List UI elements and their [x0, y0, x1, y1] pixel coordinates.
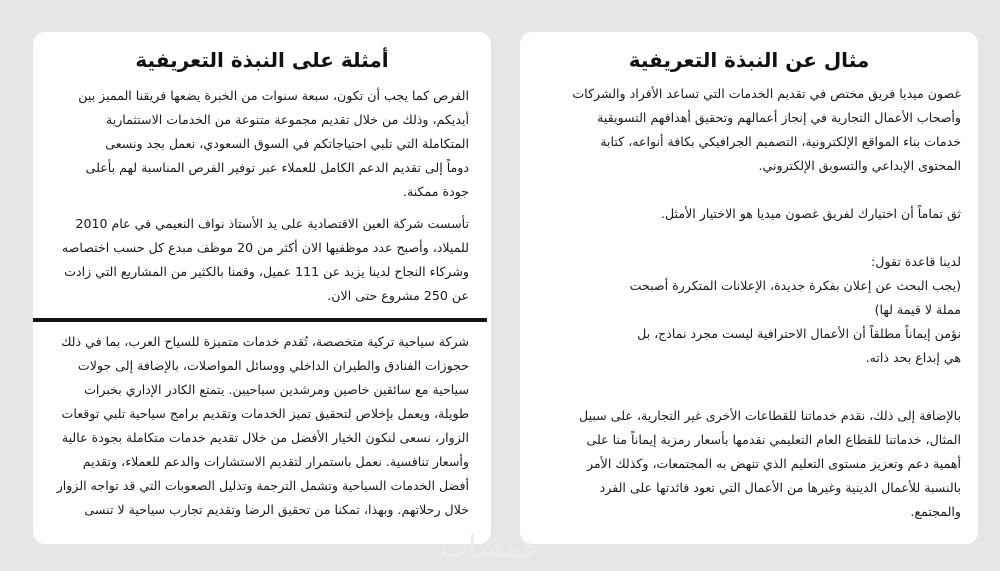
text-line: ثق تماماً أن اختيارك لفريق غصون ميديا هو الاختيار الأمثل. [661, 206, 961, 221]
intro-paragraph [540, 82, 961, 178]
example-paragraph-1 [51, 84, 469, 204]
examples-card-title: أمثلة على النبذة التعريفية [135, 48, 389, 72]
trust-paragraph [540, 202, 961, 226]
examples-card-body [33, 84, 491, 522]
text-line: أهمية دعم وتعزيز مستوى التعليم الذي تنهض به المجتمعات، وكذلك الأمر [586, 456, 961, 471]
text-line: الزوار، نسعى لنكون الخيار الأفضل من خلال تقديم خدمات متكاملة بجودة عالية [61, 430, 469, 445]
text-line: المثال، خدماتنا للقطاع العام التعليمي نقدمها بأسعار رمزية إيماناً منا على [586, 432, 961, 447]
example-card-title: مثال عن النبذة التعريفية [628, 48, 870, 72]
text-line: أيديكم، وذلك من خلال تقديم مجموعة متنوعة من الخدمات الاستثمارية [105, 112, 469, 127]
text-line: جودة ممكنة. [402, 184, 469, 199]
text-line: عن 250 مشروع حتى الان. [327, 288, 469, 303]
text-line: المتكاملة التي تلبي احتياجاتكم في السوق السعودي، نعمل بجد ونسعى [105, 136, 469, 151]
section-divider [33, 318, 487, 322]
watermark-logo: خمسات [440, 530, 541, 565]
text-line: شركة سياحية تركية متخصصة، تُقدم خدمات متميزة للسياح العرب، بما في ذلك [61, 334, 469, 349]
text-line: نؤمن إيماناً مطلقاً أن الأعمال الاحترافية ليست مجرد نماذج، بل [637, 326, 961, 341]
text-line: وأصحاب الأعمال التجارية في إنجاز أعمالهم وتحقيق أهدافهم التسويقية [597, 110, 961, 125]
text-line: (يجب البحث عن إعلان بفكرة جديدة، الإعلانات المتكررة أصبحت [629, 278, 961, 293]
sectors-paragraph [540, 404, 961, 524]
text-line: المحتوى الإبداعي والتسويق الإلكتروني. [758, 158, 961, 173]
text-line: للميلاد، وأصبح عدد موظفيها الان أكثر من 20 موظف مبدع كل حسب اختصاصه [61, 240, 469, 255]
text-line: مملة لا قيمة لها) [874, 302, 961, 317]
example-card [520, 32, 978, 544]
text-line: غصون ميديا فريق مختص في تقديم الخدمات التي تساعد الأفراد والشركات [572, 86, 961, 101]
text-line: خدمات بناء المواقع الإلكترونية، التصميم الجرافيكي بكافة أنواعه، كتابة [600, 134, 961, 149]
example-card-body [520, 82, 978, 524]
text-line: حجوزات الفنادق والطيران الداخلي ووسائل المواصلات، بالإضافة إلى جولات [77, 358, 469, 373]
rule-paragraph [540, 250, 961, 370]
text-line: خلال رحلاتهم. وبهذا، تمكنا من تحقيق الرضا وتقديم تجارب سياحية لا تنسى [84, 502, 469, 517]
text-line: بالإضافة إلى ذلك، نقدم خدماتنا للقطاعات الأخرى غير التجارية، على سبيل [579, 408, 961, 423]
text-line: هي إبداع بحد ذاته. [865, 350, 961, 365]
text-line: طويلة، ويعمل بإخلاص لتحقيق تميز الخدمات وتقديم برامج سياحية تلبي توقعات [61, 406, 469, 421]
text-line: دوماً إلى تقديم الدعم الكامل للعملاء عبر توفير الفرص المناسبة لهم بأعلى [85, 160, 469, 175]
text-line: بالنسبة للأعمال الدينية وغيرها من الأعمال التي تعود فائدتها على الفرد [599, 480, 961, 495]
text-line: الفرص كما يجب أن تكون، سبعة سنوات من الخبرة يضعها فريقنا المميز بين [78, 88, 469, 103]
text-line: لدينا قاعدة تقول: [871, 254, 961, 269]
text-line: والمجتمع. [910, 504, 961, 519]
text-line: وأسعار تنافسية. نعمل باستمرار لتقديم الاستشارات والدعم للعملاء، وتقديم [82, 454, 469, 469]
examples-card [33, 32, 491, 544]
example-paragraph-2 [51, 212, 469, 308]
text-line: أفضل الخدمات السياحية وتشمل الترجمة وتذليل الصعوبات التي قد تواجه الزوار [56, 478, 469, 493]
text-line: سياحية مع سائقين خاصين ومرشدين سياحيين. يتمتع الكادر الإداري بخبرات [84, 382, 469, 397]
text-line: وشركاء النجاح لدينا يزيد عن 111 عميل، وقمنا بالكثير من المشاريع التي زادت [64, 264, 469, 279]
example-paragraph-3 [51, 330, 469, 522]
text-line: تأسست شركة العين الاقتصادية على يد الأستاذ نواف النعيمي في عام 2010 [75, 216, 469, 231]
